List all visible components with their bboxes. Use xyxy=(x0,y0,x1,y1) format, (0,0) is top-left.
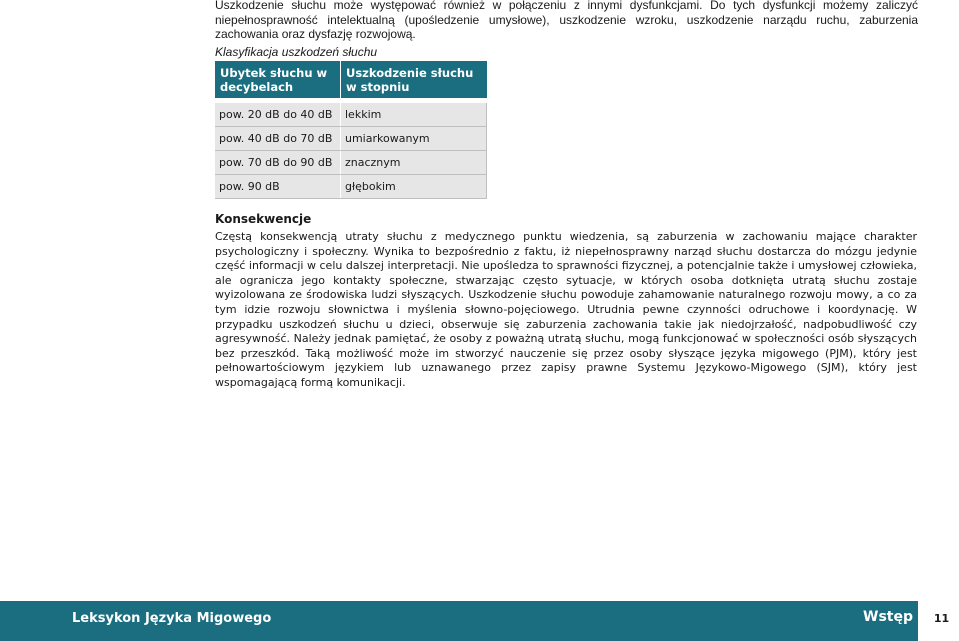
page-number: 11 xyxy=(918,601,959,641)
table-header-row xyxy=(215,61,487,99)
decibel-range: pow. 90 dB xyxy=(215,175,341,199)
table-row xyxy=(215,151,487,175)
table-row xyxy=(215,103,487,127)
decibel-range: pow. 20 dB do 40 dB xyxy=(215,103,341,127)
body-paragraph: Częstą konsekwencją utraty słuchu z medycznego punktu wiedzenia, są zaburzenia w zachowaniu mające charakter psychologiczny i społeczny. Wynika to bezpośrednio z faktu, iż niepełnosprawny narząd słuchu dostarcza do mózgu jedynie część informacji w celu dalszej interpretacji. Nie upośledza to sprawności fizycznej, a potencjalnie także i umysłowej człowieka, ale ogranicza jego kontakty społeczne, stwarzając często sytuacje, w których osoba dotknięta utratą słuchu zostaje wyizolowana ze środowiska ludzi słyszących. Uszkodzenie słuchu powoduje zahamowanie naturalnego rozwoju mowy, a co za tym idzie rozwoju słownictwa i myślenia słowno-pojęciowego. Utrudnia pewne czynności odruchowe i koordynację. W przypadku uszkodzeń słuchu u dzieci, obserwuje się zaburzenia zachowania takie jak niedojrzałość, nadpobudliwość czy agresywność. Należy jednak pamiętać, że osoby z poważną utratą słuchu, mogą funkcjonować w społeczności osób słyszących bez przeszkód. Taką możliwość może im stworzyć nauczenie się przez osoby słyszące języka migowego (PJM), który jest pełnowartościowym językiem lub uznawanego przez zapisy prawne Systemu Językowo-Migowego (SJM), który jest wspomagającą formą komunikacji. xyxy=(215,230,917,389)
section-heading: Konsekwencje xyxy=(215,212,312,226)
table-row xyxy=(215,175,487,199)
page-footer xyxy=(0,601,959,641)
header-decibels: Ubytek słuchu w decybelach xyxy=(215,61,341,99)
table-row xyxy=(215,127,487,151)
decibel-range: pow. 70 dB do 90 dB xyxy=(215,151,341,175)
loss-degree: lekkim xyxy=(341,103,487,127)
hearing-loss-table xyxy=(215,61,487,199)
loss-degree: głębokim xyxy=(341,175,487,199)
table-caption: Klasyfikacja uszkodzeń słuchu xyxy=(215,45,378,59)
loss-degree: umiarkowanym xyxy=(341,127,487,151)
decibel-range: pow. 40 dB do 70 dB xyxy=(215,127,341,151)
footer-section-name: Wstęp xyxy=(863,609,913,625)
loss-degree: znacznym xyxy=(341,151,487,175)
intro-paragraph: Uszkodzenie słuchu może występować również w połączeniu z innymi dysfunkcjami. Do tych dysfunkcji możemy zaliczyć niepełnosprawność intelektualną (upośledzenie umysłowe), uszkodzenie wzroku, uszkodzenie narządu ruchu, zaburzenia zachowania oraz dysfazję rozwojową. xyxy=(215,0,918,41)
header-degree: Uszkodzenie słuchu w stopniu xyxy=(341,61,487,99)
footer-book-title: Leksykon Języka Migowego xyxy=(72,611,272,626)
